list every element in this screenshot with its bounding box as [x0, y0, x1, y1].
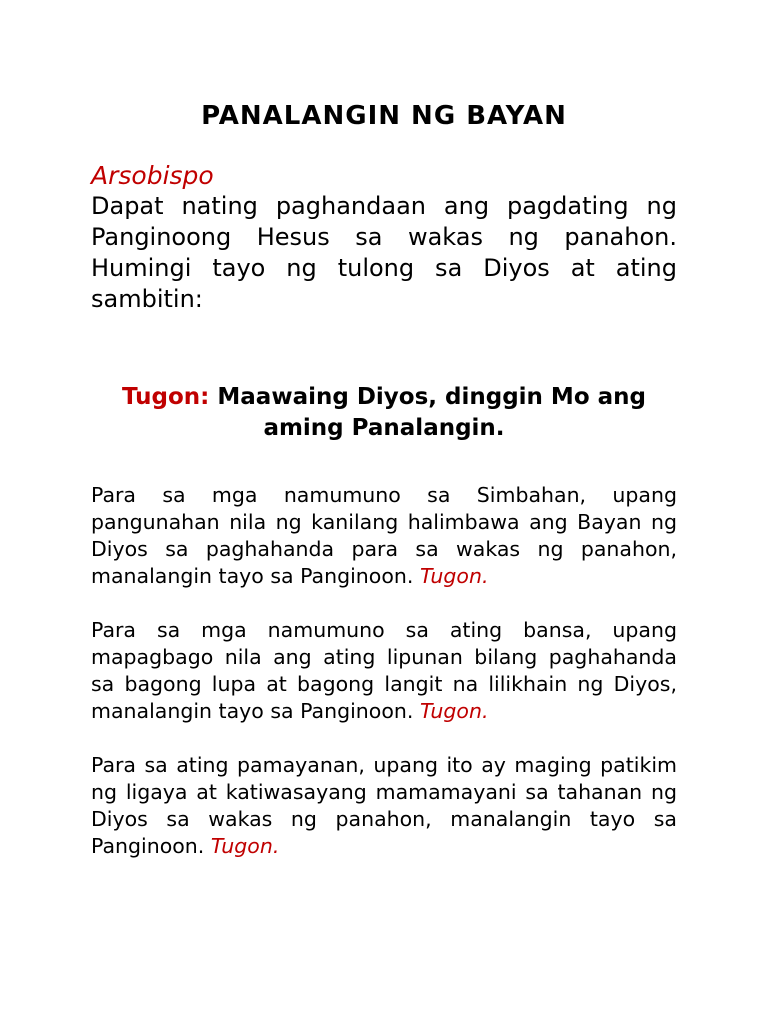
petition-paragraph	[91, 752, 677, 860]
petition-text: Para sa mga namumuno sa ating bansa, upang mapagbago nila ang ating lipunan bilang paghahanda sa bagong lupa at bagong langit na lilikhain ng Diyos, manalangin tayo sa Panginoon.	[91, 618, 677, 723]
petition-tugon: Tugon.	[419, 564, 489, 588]
intro-paragraph: Dapat nating paghandaan ang pagdating ng Panginoong Hesus sa wakas ng panahon. Humingi tayo ng tulong sa Diyos at ating sambitin:	[91, 192, 677, 313]
petition-paragraph	[91, 482, 677, 590]
petition-text: Para sa mga namumuno sa Simbahan, upang pangunahan nila ng kanilang halimbawa ang Bayan ng Diyos sa paghahanda para sa wakas ng panahon, manalangin tayo sa Panginoon.	[91, 483, 677, 588]
petition-text: Para sa ating pamayanan, upang ito ay maging patikim ng ligaya at katiwasayang mamamayani sa tahanan ng Diyos sa wakas ng panahon, manalangin tayo sa Panginoon.	[91, 753, 677, 858]
document-title: PANALANGIN NG BAYAN	[201, 101, 567, 131]
response-line	[91, 382, 677, 444]
petition-tugon: Tugon.	[419, 699, 489, 723]
petition-paragraph	[91, 617, 677, 725]
speaker-label: Arsobispo	[91, 161, 214, 190]
document-page	[91, 96, 677, 860]
response-text: Maawaing Diyos, dinggin Mo ang aming Panalangin.	[217, 384, 646, 441]
petition-tugon: Tugon.	[210, 834, 280, 858]
response-label: Tugon:	[122, 384, 210, 410]
